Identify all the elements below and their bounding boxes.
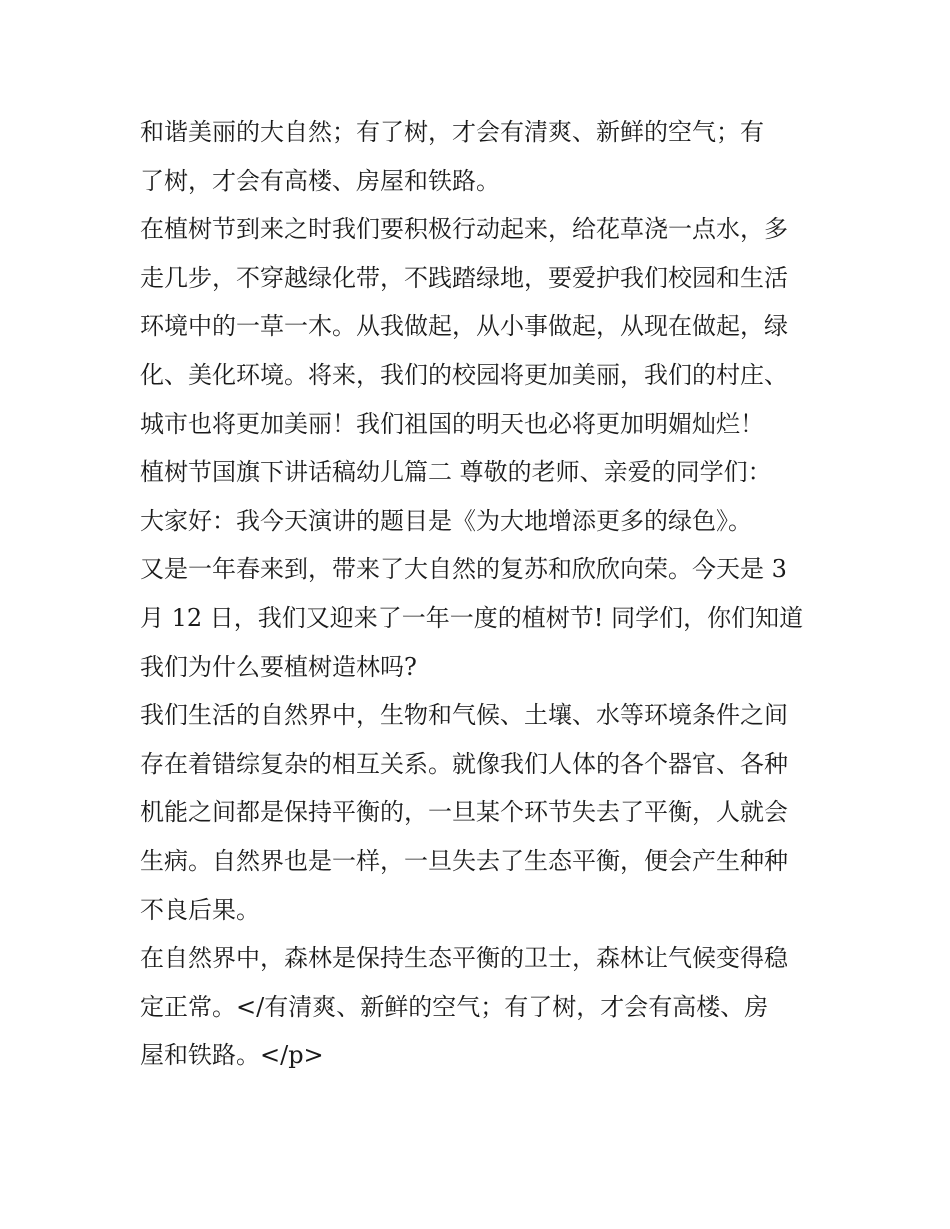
text-line: 城市也将更加美丽！我们祖国的明天也必将更加明媚灿烂！ bbox=[140, 409, 764, 438]
text-line: 环境中的一草一木。从我做起，从小事做起，从现在做起，绿 bbox=[140, 312, 788, 341]
text-line: 化、美化环境。将来，我们的校园将更加美丽，我们的村庄、 bbox=[140, 360, 788, 389]
text-line: 我们生活的自然界中，生物和气候、土壤、水等环境条件之间 bbox=[140, 701, 788, 730]
text-line: 在植树节到来之时我们要积极行动起来，给花草浇一点水，多 bbox=[140, 215, 788, 244]
text-line: 走几步，不穿越绿化带，不践踏绿地，要爱护我们校园和生活 bbox=[140, 263, 788, 292]
text-line: 我们为什么要植树造林吗? bbox=[140, 652, 417, 681]
text-line: 又是一年春来到，带来了大自然的复苏和欣欣向荣。今天是 3 bbox=[140, 555, 787, 584]
text-line: 机能之间都是保持平衡的，一旦某个环节失去了平衡，人就会 bbox=[140, 798, 788, 827]
text-line: 屋和铁路。</p> bbox=[140, 1041, 324, 1070]
text-line: 生病。自然界也是一样，一旦失去了生态平衡，便会产生种种 bbox=[140, 846, 788, 875]
text-line: 存在着错综复杂的相互关系。就像我们人体的各个器官、各种 bbox=[140, 749, 788, 778]
document-body bbox=[140, 108, 820, 1080]
text-line: 大家好：我今天演讲的题目是《为大地增添更多的绿色》。 bbox=[140, 506, 752, 535]
section-heading-line: 植树节国旗下讲话稿幼儿篇二 尊敬的老师、亲爱的同学们： bbox=[140, 458, 772, 487]
text-line: 定正常。</有清爽、新鲜的空气；有了树，才会有高楼、房 bbox=[140, 992, 769, 1021]
text-line: 了树，才会有高楼、房屋和铁路。 bbox=[140, 166, 500, 195]
text-line: 不良后果。 bbox=[140, 895, 260, 924]
text-line: 和谐美丽的大自然；有了树，才会有清爽、新鲜的空气；有 bbox=[140, 118, 764, 146]
text-line: 在自然界中，森林是保持生态平衡的卫士，森林让气候变得稳 bbox=[140, 944, 788, 973]
text-line: 月 12 日，我们又迎来了一年一度的植树节! 同学们，你们知道 bbox=[140, 603, 804, 632]
